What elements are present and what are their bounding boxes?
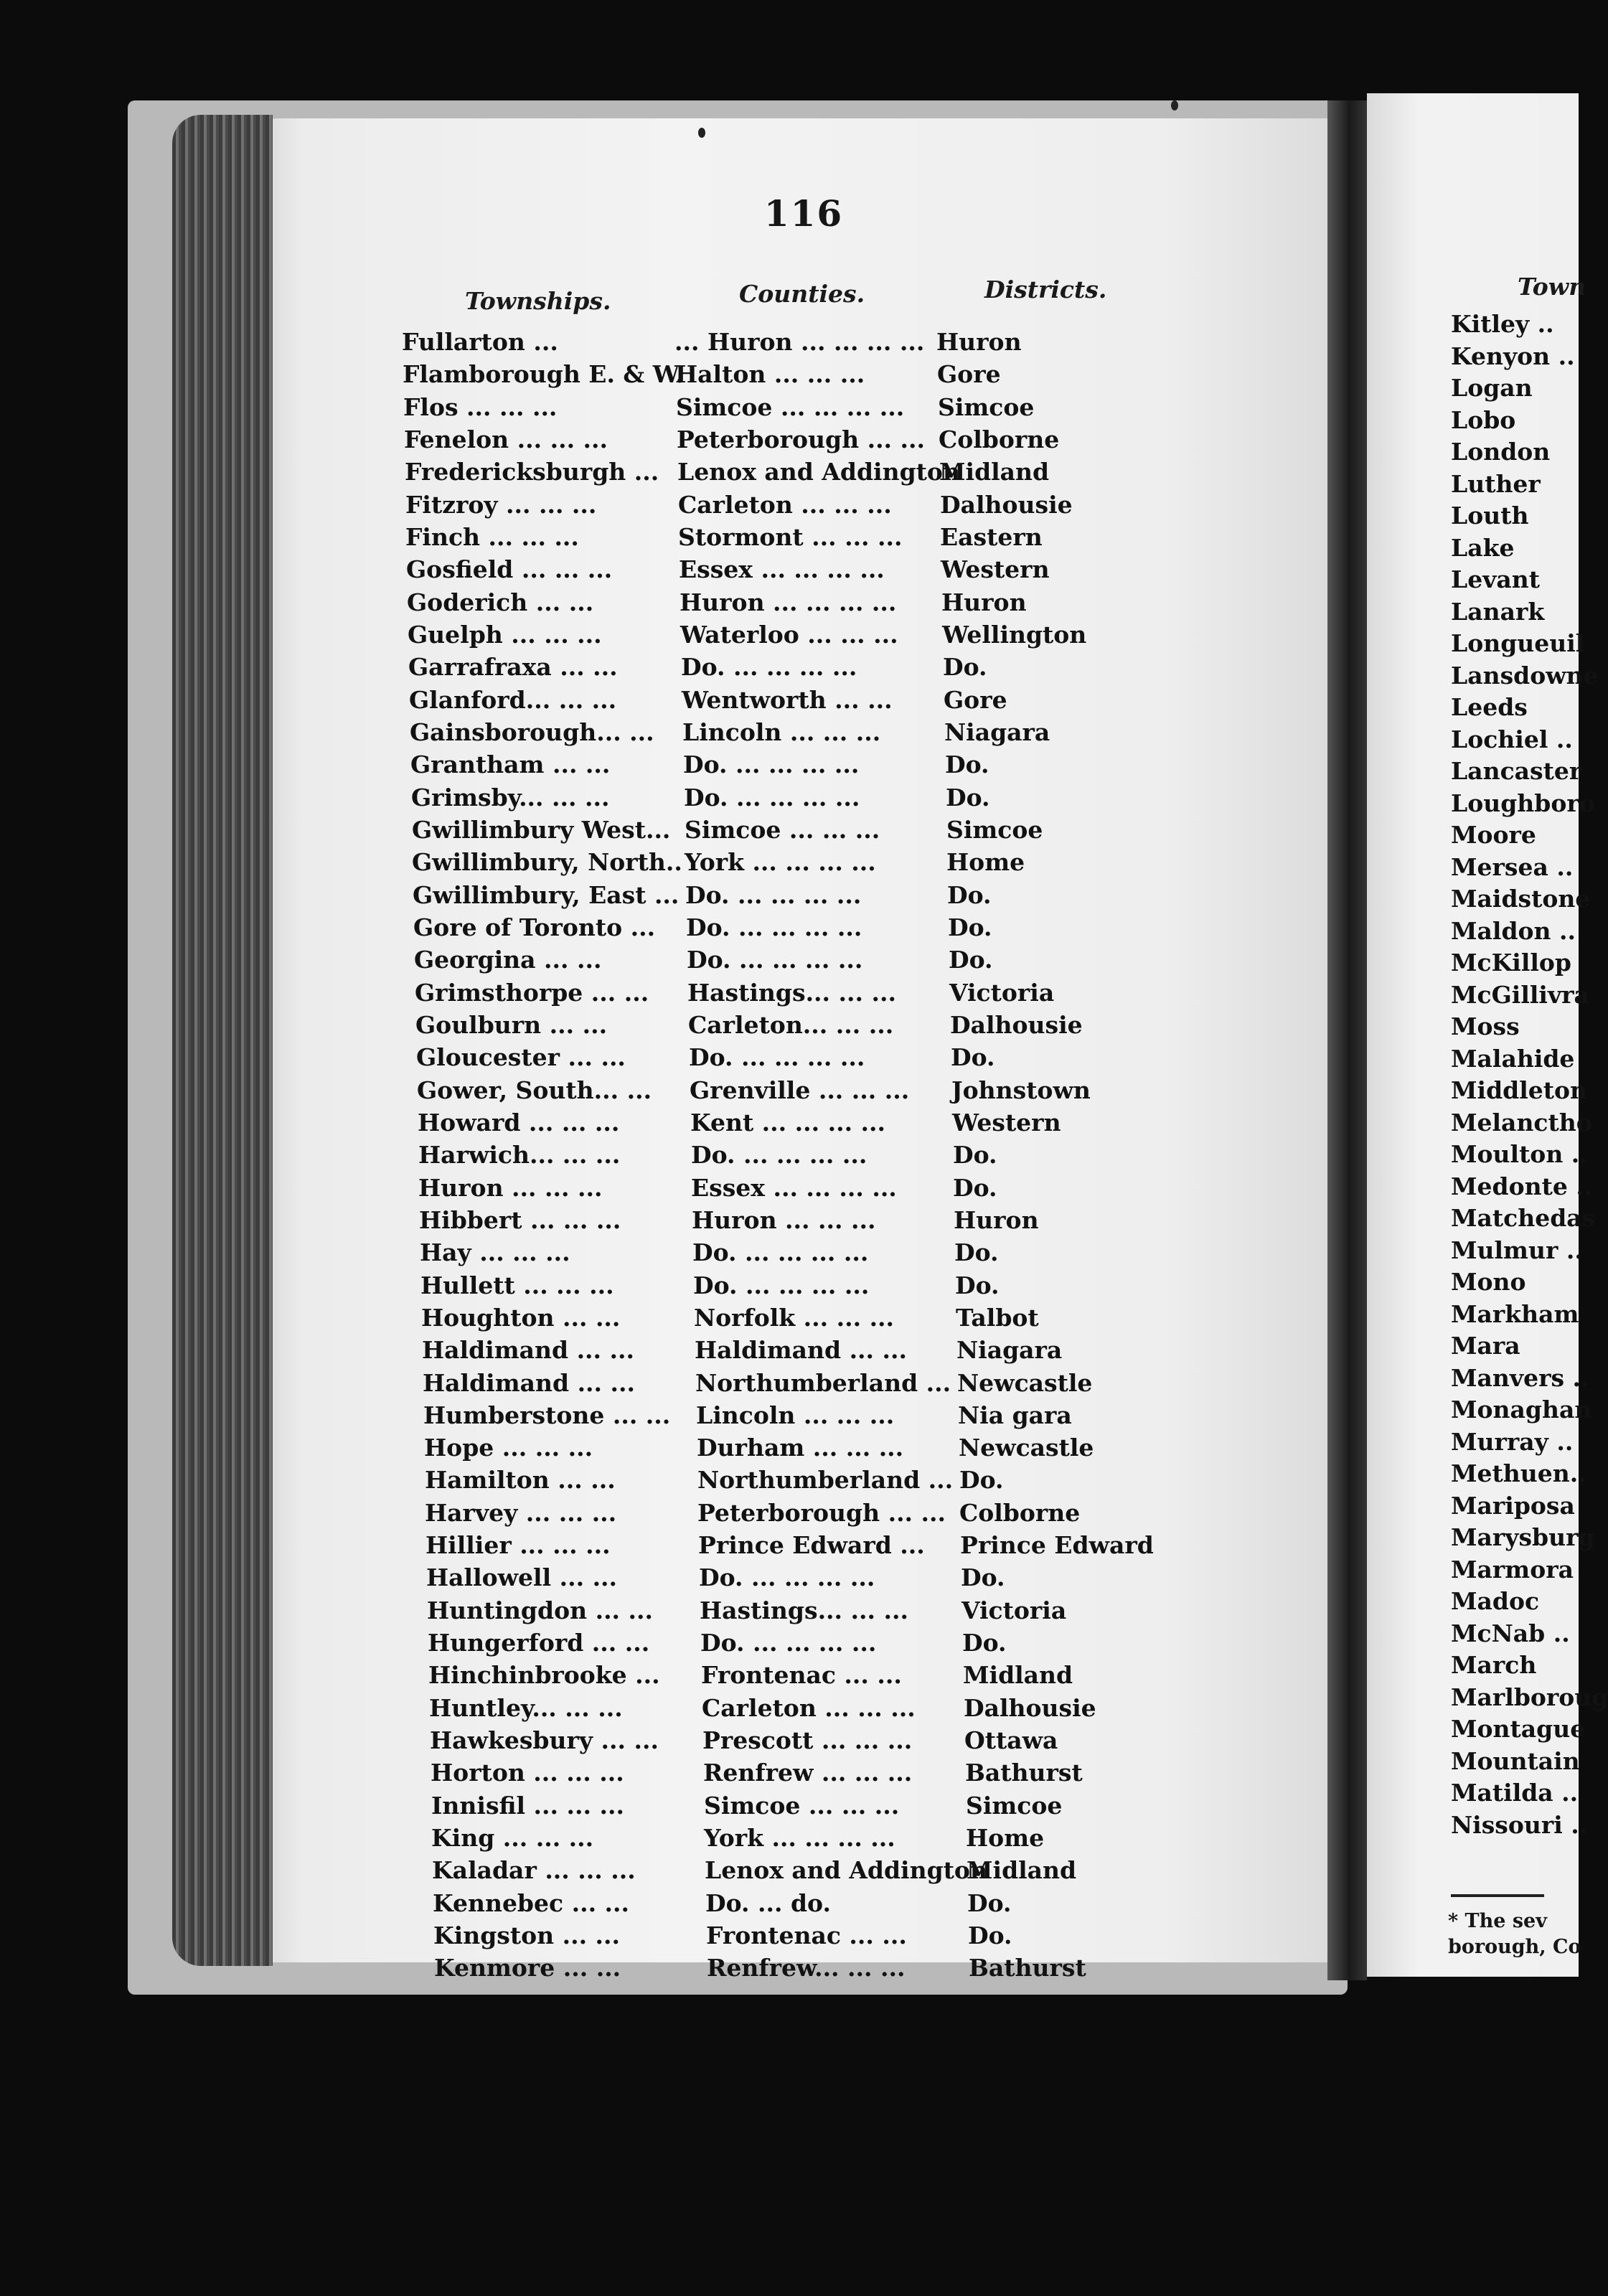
county-cell: Do. ... ... ... ... [686,913,862,941]
table-row [428,1627,1213,1659]
township-cell: Grimsby... ... ... [411,783,610,811]
list-item: Lochiel .. [1451,725,1573,753]
county-cell: Kent ... ... ... ... [690,1108,886,1137]
township-cell: Fenelon ... ... ... [404,425,608,453]
list-item: Mono [1451,1268,1526,1296]
district-cell: Midland [963,1661,1073,1690]
district-cell: Do. [961,1563,1005,1592]
table-row [409,684,1213,716]
county-cell: Halton ... ... ... [675,360,865,389]
table-row [428,1659,1213,1691]
county-cell: Lincoln ... ... ... [682,718,881,746]
township-cell: Gloucester ... ... [416,1043,626,1072]
list-item: Methuen.. [1451,1459,1586,1487]
book-gutter [1327,100,1367,1980]
county-cell: York ... ... ... ... [685,848,876,877]
district-cell: Midland [939,458,1050,486]
list-item: Longueuil [1451,629,1585,657]
township-cell: Innisfil ... ... ... [431,1791,624,1820]
district-cell: Gore [944,685,1007,714]
list-item: Levant [1451,565,1540,593]
county-cell: Grenville ... ... ... [690,1076,910,1104]
county-cell: Renfrew... ... ... [707,1954,906,1982]
township-cell: Grimsthorpe ... ... [415,978,649,1007]
table-row [433,1919,1213,1952]
list-item: Mariposa [1451,1491,1575,1520]
township-cell: Gainsborough... ... [410,718,654,746]
district-cell: Do. [949,946,993,974]
footnote [1448,1909,1579,1960]
county-cell: Prince Edward ... [698,1531,925,1560]
district-cell: Western [952,1108,1061,1137]
county-cell: Lenox and Addington [677,458,960,486]
county-cell: Wentworth ... ... [682,685,893,714]
county-cell: Norfolk ... ... ... [694,1303,895,1332]
county-cell: Hastings... ... ... [700,1596,908,1624]
township-cell: Kaladar ... ... ... [432,1856,636,1885]
column-header-districts: Districts. [984,276,1107,304]
table-row [418,1106,1213,1139]
district-cell: Ottawa [964,1726,1058,1755]
county-cell: Essex ... ... ... ... [691,1173,897,1202]
table-row [426,1561,1213,1594]
township-cell: Hope ... ... ... [424,1434,593,1462]
district-cell: Bathurst [969,1954,1086,1982]
township-cell: Hawkesbury ... ... [430,1726,659,1755]
list-item: Medonte .. [1451,1172,1593,1200]
list-item: Moss [1451,1012,1520,1040]
county-cell: Do. ... ... ... ... [685,880,862,909]
district-cell: Huron [941,588,1027,616]
list-item: McGillivra [1451,980,1589,1009]
table-row [434,1952,1213,1984]
district-cell: Midland [967,1856,1077,1885]
county-cell: Northumberland ... [695,1368,951,1397]
county-cell: Peterborough ... ... [677,425,926,453]
county-cell: Do. ... ... ... ... [691,1141,868,1170]
table-row [415,977,1213,1009]
county-cell: Lincoln ... ... ... [696,1401,895,1429]
list-item: Mersea .. [1451,852,1574,881]
table-row [420,1269,1213,1302]
list-item: Montague [1451,1715,1586,1743]
county-cell: Carleton ... ... ... [678,490,892,519]
county-cell: Simcoe ... ... ... [704,1791,900,1820]
footnote-line: borough, Co [1448,1936,1581,1958]
table-row [421,1302,1213,1334]
township-cell: Kingston ... ... [433,1921,621,1950]
list-item: March [1451,1651,1537,1679]
township-cell: Hay ... ... ... [420,1238,570,1267]
township-cell: Harwich... ... ... [418,1141,621,1170]
table-row [423,1399,1213,1431]
table-row [414,944,1213,976]
table-row [405,521,1213,553]
district-cell: Niagara [944,718,1050,746]
table-row [431,1822,1213,1854]
township-cell: Goulburn ... ... [415,1010,608,1039]
township-cell: Howard ... ... ... [418,1108,620,1137]
list-item: Moore [1451,821,1536,849]
district-cell: Do. [962,1629,1007,1657]
district-cell: Prince Edward [960,1531,1154,1560]
county-cell: Do. ... do. [705,1888,831,1917]
list-item: Louth [1451,502,1529,530]
table-row [411,781,1213,814]
table-row [430,1724,1213,1756]
district-cell: Bathurst [965,1759,1083,1787]
township-cell: Flamborough E. & W. [403,360,685,389]
township-cell: Gore of Toronto ... [413,913,656,941]
list-item: Mulmur .. [1451,1236,1583,1264]
township-cell: Hullett ... ... ... [420,1271,614,1299]
township-cell: Garrafraxa ... ... [408,653,618,682]
table-row [425,1464,1213,1496]
township-cell: Fitzroy ... ... ... [405,490,597,519]
district-cell: Huron [936,328,1022,356]
township-cell: Gower, South... ... [417,1076,652,1104]
township-cell: Gosfield ... ... ... [406,555,613,584]
district-cell: Simcoe [966,1791,1063,1820]
table-row [403,358,1213,390]
table-row [419,1204,1213,1236]
table-row [423,1367,1213,1399]
list-item: Mara [1451,1332,1520,1360]
county-cell: Do. ... ... ... ... [693,1271,870,1299]
list-item: Logan [1451,374,1533,402]
table-row [415,1009,1213,1041]
county-cell: Simcoe ... ... ... [685,815,880,844]
district-cell: Victoria [949,978,1055,1007]
county-cell: Haldimand ... ... [695,1336,907,1365]
footnote-rule [1451,1894,1544,1897]
county-cell: Do. ... ... ... ... [684,783,860,811]
township-cell: Gwillimbury West... [412,815,671,844]
township-cell: Houghton ... ... [421,1303,621,1332]
list-item: Lansdowne [1451,661,1599,690]
district-cell: Niagara [956,1336,1063,1365]
column-header-townships: Townships. [465,287,611,315]
district-cell: Simcoe [938,392,1035,421]
district-cell: Dalhousie [940,490,1073,519]
district-cell: Do. [968,1921,1012,1950]
table-row [410,748,1213,781]
list-item: Manvers .. [1451,1363,1589,1392]
district-cell: Wellington [942,620,1087,649]
list-item: Malahide [1451,1044,1575,1073]
district-cell: Home [946,848,1025,877]
district-cell: Huron [954,1205,1039,1234]
table-row [408,651,1213,683]
township-cell: Finch ... ... ... [405,522,579,551]
table-row [433,1887,1213,1919]
table-row [416,1041,1213,1073]
list-item: Leeds [1451,693,1528,721]
county-cell: Northumberland ... [697,1466,954,1495]
district-cell: Do. [945,751,989,779]
township-cell: Fullarton ... [402,328,558,356]
table-row [431,1789,1213,1822]
list-item: Kenyon .. [1451,342,1575,370]
county-cell: Do. ... ... ... ... [700,1629,877,1657]
right-townships-list [1451,309,1608,1841]
county-cell: Renfrew ... ... ... [703,1759,913,1787]
county-cell: Do. ... ... ... ... [699,1563,875,1592]
district-cell: Colborne [939,425,1060,453]
district-cell: Do. [967,1888,1012,1917]
township-cell: Fredericksburgh ... [405,458,659,486]
table-row [407,586,1213,618]
table-row [413,879,1213,911]
list-item: Lobo [1451,405,1516,434]
district-cell: Do. [953,1141,997,1170]
table-row [431,1756,1213,1789]
district-cell: Victoria [961,1596,1067,1624]
district-cell: Newcastle [959,1434,1094,1462]
list-item: Luther [1451,469,1541,498]
district-cell: Do. [954,1238,999,1267]
district-cell: Do. [946,783,990,811]
county-cell: Do. ... ... ... ... [692,1238,869,1267]
township-cell: Hungerford ... ... [428,1629,650,1657]
table-row [408,618,1213,651]
list-item: Marysburg [1451,1523,1595,1551]
township-cell: Huntingdon ... ... [427,1596,653,1624]
township-cell: Grantham ... ... [410,751,611,779]
district-cell: Johnstown [951,1076,1091,1104]
table-row [402,326,1213,358]
list-item: Middleton [1451,1076,1587,1104]
list-item: Maldon .. [1451,916,1576,945]
table-row [404,423,1213,456]
township-cell: Gwillimbury, East ... [413,880,680,909]
district-cell: Do. [955,1271,1000,1299]
county-cell: Durham ... ... ... [697,1434,904,1462]
district-cell: Colborne [959,1498,1081,1527]
list-item: London [1451,438,1551,466]
table-row [422,1334,1213,1366]
township-cell: Horton ... ... ... [431,1759,624,1787]
township-cell: Hinchinbrooke ... [428,1661,660,1690]
county-cell: Huron ... ... ... [692,1205,876,1234]
county-cell: Prescott ... ... ... [702,1726,913,1755]
district-cell: Simcoe [946,815,1043,844]
list-item: Lake [1451,533,1515,562]
townships-table [402,326,1213,1985]
list-item: Marmora [1451,1555,1574,1584]
township-cell: Humberstone ... ... [423,1401,671,1429]
township-cell: Kenmore ... ... [434,1954,621,1982]
list-item: Murray .. [1451,1427,1574,1456]
county-cell: Stormont ... ... ... [678,522,903,551]
table-row [432,1854,1213,1886]
county-cell: Frontenac ... ... [701,1661,902,1690]
county-cell: Simcoe ... ... ... ... [676,392,905,421]
township-cell: Haldimand ... ... [423,1368,635,1397]
county-cell: York ... ... ... ... [704,1824,895,1853]
district-cell: Do. [953,1173,997,1202]
township-cell: King ... ... ... [431,1824,594,1853]
table-row [412,814,1213,846]
table-row [429,1692,1213,1724]
county-cell: Lenox and Addington [705,1856,987,1885]
district-cell: Do. [943,653,987,682]
district-cell: Home [966,1824,1045,1853]
district-cell: Do. [947,880,992,909]
township-cell: Kennebec ... ... [433,1888,630,1917]
township-cell: Huron ... ... ... [418,1173,603,1202]
county-cell: Peterborough ... ... [697,1498,946,1527]
list-item: McNab .. [1451,1619,1570,1647]
district-cell: Dalhousie [964,1693,1096,1722]
district-cell: Talbot [956,1303,1039,1332]
county-cell: Carleton... ... ... [688,1010,894,1039]
table-row [425,1497,1213,1529]
list-item: Monaghan [1451,1396,1592,1424]
ink-speck [698,128,705,138]
county-cell: Hastings... ... ... [687,978,896,1007]
list-item: Lancaster [1451,757,1582,785]
township-cell: Flos ... ... ... [403,392,558,421]
county-cell: Waterloo ... ... ... [680,620,898,649]
county-cell: Do. ... ... ... ... [687,946,863,974]
list-item: Nissouri .. [1451,1810,1588,1839]
district-cell: Do. [948,913,992,941]
page-edges [172,115,273,1966]
county-cell: Frontenac ... ... [706,1921,907,1950]
county-cell: Huron ... ... ... ... [680,588,897,616]
district-cell: Gore [937,360,1001,389]
ink-speck [1171,100,1178,110]
table-row [412,846,1213,878]
table-row [420,1236,1213,1269]
district-cell: Do. [959,1466,1004,1495]
township-cell: Georgina ... ... [414,946,602,974]
list-item: Kitley .. [1451,310,1554,338]
table-row [406,553,1213,585]
table-row [418,1172,1213,1204]
township-cell: Gwillimbury, North.. [412,848,682,877]
list-item: Melanctho [1451,1108,1592,1137]
district-cell: Do. [951,1043,995,1072]
township-cell: Guelph ... ... ... [408,620,602,649]
district-cell: Eastern [940,522,1043,551]
county-cell: Do. ... ... ... ... [689,1043,865,1072]
township-cell: Huntley... ... ... [429,1693,623,1722]
table-row [424,1431,1213,1464]
list-item: Marlboroug [1451,1683,1608,1711]
township-cell: Hillier ... ... ... [425,1531,611,1560]
table-row [418,1139,1213,1171]
page-number: 116 [763,192,844,235]
district-cell: Dalhousie [950,1010,1083,1039]
township-cell: Hibbert ... ... ... [419,1205,621,1234]
county-cell: Do. ... ... ... ... [683,751,860,779]
township-cell: Hallowell ... ... [426,1563,618,1592]
table-row [403,391,1213,423]
county-cell: Essex ... ... ... ... [679,555,885,584]
right-column-header: Town [1518,273,1586,301]
list-item: Madoc [1451,1587,1540,1615]
table-row [405,456,1213,488]
list-item: Matilda .. [1451,1779,1579,1807]
district-cell: Nia gara [958,1401,1072,1429]
list-item: McKillop [1451,949,1571,977]
county-cell: Do. ... ... ... ... [681,653,857,682]
table-row [427,1594,1213,1627]
township-cell: Haldimand ... ... [422,1336,634,1365]
table-row [417,1074,1213,1106]
table-row [405,489,1213,521]
township-cell: Hamilton ... ... [425,1466,616,1495]
list-item: Matchedas [1451,1204,1596,1232]
township-cell: Goderich ... ... [407,588,594,616]
township-cell: Glanford... ... ... [409,685,617,714]
list-item: Moulton .. [1451,1140,1588,1168]
district-cell: Western [941,555,1050,584]
list-item: Mountain [1451,1746,1580,1775]
township-cell: Harvey ... ... ... [425,1498,617,1527]
district-cell: Newcastle [957,1368,1093,1397]
table-row [413,911,1213,944]
column-header-counties: Counties. [739,280,865,308]
table-row [425,1529,1213,1561]
table-row [410,716,1213,748]
county-cell: ... Huron ... ... ... ... [674,328,925,356]
county-cell: Carleton ... ... ... [702,1693,916,1722]
list-item: Loughboro [1451,789,1595,817]
list-item: Maidstone [1451,885,1591,913]
list-item: Markham [1451,1299,1579,1328]
list-item: Lanark [1451,597,1545,626]
footnote-line: * The sev [1448,1910,1547,1932]
